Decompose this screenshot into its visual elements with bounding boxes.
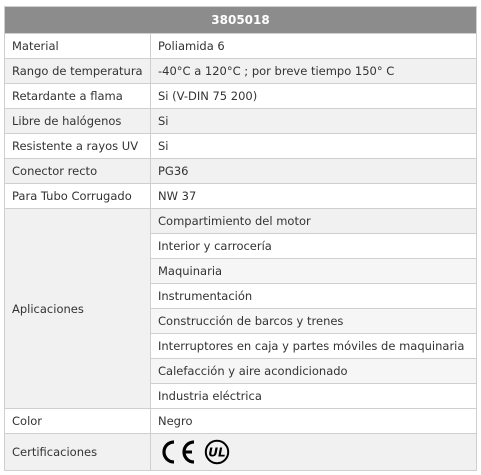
aplicacion-item: Interruptores en caja y partes móviles de maquinaria [151, 334, 477, 359]
aplicaciones-row [5, 209, 477, 234]
row-label: Rango de temperatura [5, 59, 151, 84]
aplicaciones-label: Aplicaciones [5, 209, 151, 409]
table-row [5, 184, 477, 209]
table-title: 3805018 [5, 7, 477, 34]
table-row [5, 59, 477, 84]
aplicacion-item: Compartimiento del motor [151, 209, 477, 234]
aplicacion-item: Calefacción y aire acondicionado [151, 359, 477, 384]
row-value: Si (V-DIN 75 200) [151, 84, 477, 109]
row-value: Poliamida 6 [151, 34, 477, 59]
table-row [5, 84, 477, 109]
row-value: -40°C a 120°C ; por breve tiempo 150° C [151, 59, 477, 84]
table-row [5, 409, 477, 434]
row-value: Si [151, 109, 477, 134]
row-label: Conector recto [5, 159, 151, 184]
table-row [5, 34, 477, 59]
certificaciones-row [5, 434, 477, 471]
table-row [5, 109, 477, 134]
row-label: Resistente a rayos UV [5, 134, 151, 159]
spec-table [4, 6, 477, 471]
row-value: NW 37 [151, 184, 477, 209]
aplicacion-item: Interior y carrocería [151, 234, 477, 259]
certificaciones-value [151, 434, 477, 471]
table-header-row [5, 7, 477, 34]
row-value: Si [151, 134, 477, 159]
svg-text:UL: UL [208, 445, 226, 460]
row-label: Color [5, 409, 151, 434]
table-row [5, 134, 477, 159]
row-label: Retardante a flama [5, 84, 151, 109]
row-value: Negro [151, 409, 477, 434]
row-label: Material [5, 34, 151, 59]
aplicacion-item: Industria eléctrica [151, 384, 477, 409]
aplicacion-item: Instrumentación [151, 284, 477, 309]
row-label: Libre de halógenos [5, 109, 151, 134]
ul-listed-icon [204, 439, 230, 465]
table-row [5, 159, 477, 184]
ce-mark-icon [158, 439, 198, 465]
row-label: Certificaciones [5, 434, 151, 471]
spec-table-container [4, 6, 476, 471]
row-label: Para Tubo Corrugado [5, 184, 151, 209]
row-value: PG36 [151, 159, 477, 184]
aplicacion-item: Construcción de barcos y trenes [151, 309, 477, 334]
aplicacion-item: Maquinaria [151, 259, 477, 284]
